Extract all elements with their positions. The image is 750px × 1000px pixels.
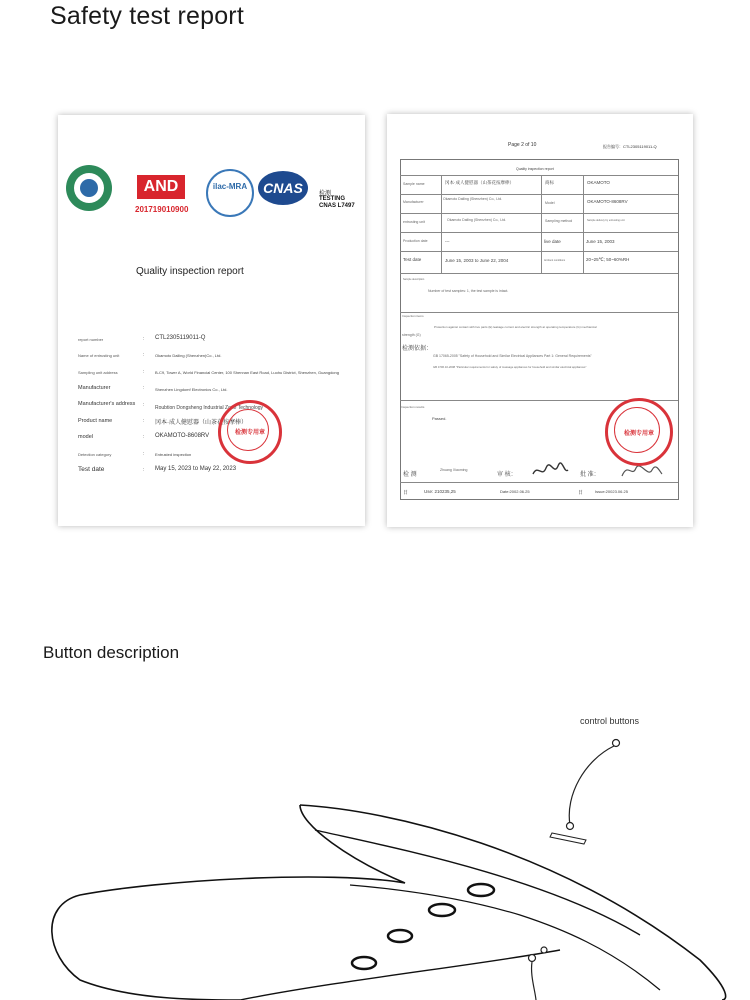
row-label: Test date xyxy=(78,466,105,473)
safety-report-title: Safety test report xyxy=(50,2,244,30)
ilac-logo-label: ilac-MRA xyxy=(212,182,248,191)
cell-label: Sampling method xyxy=(545,219,573,223)
cell-label: strength (G) xyxy=(402,333,421,337)
control-button-icon xyxy=(388,930,412,942)
cell-label: Sample description xyxy=(403,278,425,281)
callout-dot-icon xyxy=(567,823,574,830)
cell-label: Inspection items xyxy=(402,314,424,318)
date-label: 日 xyxy=(403,490,409,496)
cell-value: OKAMOTO xyxy=(587,180,610,185)
cell-label: Sample name xyxy=(403,182,425,186)
row-value: Entrusted inspection xyxy=(155,452,192,457)
control-button-icon xyxy=(429,904,455,916)
reviewer-signature-icon xyxy=(530,460,570,482)
product-outline-icon xyxy=(300,805,726,1000)
cell-label: Manufacturer xyxy=(403,200,424,204)
callout-dot-icon xyxy=(529,955,536,962)
signature-label: 批 准： xyxy=(580,472,600,478)
cell-value: OKAMOTO-8608RV xyxy=(587,199,628,204)
cell-label: Test date xyxy=(403,257,422,262)
cell-label: Ambient conditions xyxy=(544,259,566,262)
cell-value: Okamoto Dailing (Shenzhen) Co., Ltd. xyxy=(443,197,503,201)
cnas-logo-icon: CNAS xyxy=(258,171,308,205)
cell-label: 商标 xyxy=(545,180,554,185)
control-buttons-callout: control buttons xyxy=(580,716,640,726)
cell-value: --- xyxy=(445,239,450,244)
row-label: Product name xyxy=(78,418,113,424)
cell-value: Sample delivery by entrusting unit xyxy=(587,219,625,222)
cell-label: entrusting unit xyxy=(403,220,425,224)
inspector-name: Zhuang Xiaoming xyxy=(440,468,468,472)
cell-value: 冈本·成人健慰器（山茶花按摩棒） xyxy=(445,180,514,185)
cell-label: Inspection results xyxy=(401,405,425,409)
cell-value: Number of test samples: 1, the test sample is intact. xyxy=(428,289,509,293)
use-date: Use: 210235,25 xyxy=(424,489,456,494)
cell-label: Model xyxy=(545,201,555,205)
row-value: 冈本·成人健慰器（山茶花按摩棒） xyxy=(155,420,247,426)
row-label: Manufacturer's address xyxy=(78,401,136,407)
product-diagram xyxy=(0,700,750,1000)
callout-dot-icon xyxy=(613,740,620,747)
and-logo-icon: AND xyxy=(137,175,185,199)
cell-value: June 15, 2003 to June 22, 2004 xyxy=(445,258,509,263)
table-title: Quality inspection report xyxy=(516,167,554,171)
row-label: Name of entrusting unit xyxy=(78,353,120,358)
seal-text: 检测专用章 xyxy=(234,430,265,436)
cell-label: Production date xyxy=(403,239,428,243)
signature-label: 审 核： xyxy=(497,472,517,478)
cell-value: Okamoto Dailing (Shenzhen) Co., Ltd. xyxy=(447,218,507,222)
row-label: Sampling unit address xyxy=(78,370,118,375)
row-label: Manufacturer xyxy=(78,385,111,391)
ilac-logo-icon xyxy=(206,169,254,217)
row-label: report number xyxy=(78,337,104,342)
basis-item: GB 17065-2005 "Safety of Household and Similar Electrical Appliances Part 1: General Requirements" xyxy=(433,354,592,358)
certification-logos xyxy=(66,165,366,220)
cell-label: live date xyxy=(544,239,561,244)
cnas-number: CNAS L7497 xyxy=(319,203,355,209)
issue-date: Issue:20023.06.25 xyxy=(595,489,628,494)
row-value: OKAMOTO-8608RV xyxy=(155,433,210,439)
control-button-icon xyxy=(468,884,494,896)
cnas-testing-label: TESTING xyxy=(319,196,346,202)
seal-text: 检测专用章 xyxy=(623,431,654,437)
cnas-cn-label: 检测 xyxy=(319,191,332,197)
cell-value: June 15, 2003 xyxy=(586,239,615,244)
row-value: B-C9, Tower A, World Financial Center, 100 Shennan East Road, Luohu District, Shenzhen, Guangdong xyxy=(155,370,339,375)
row-value: Okamoto Dailing (Shenzhen)Co., Ltd. xyxy=(155,353,222,358)
row-label: Detection category xyxy=(78,452,112,457)
cell-value: Passed. xyxy=(432,416,447,421)
row-value: Shenzhen Lingdomf Electronics Co., Ltd. xyxy=(155,387,228,392)
and-logo-number: 201719010900 xyxy=(135,205,189,214)
issue-label: 日 xyxy=(578,490,584,496)
row-value: CTL2305119011-Q xyxy=(155,335,206,341)
row-value: May 15, 2023 to May 22, 2023 xyxy=(155,466,237,472)
row-label: model xyxy=(78,434,93,440)
basis-label: 检测依据： xyxy=(402,346,433,352)
row-value: Roubtion Dongsheng Industrial Zone Technology xyxy=(155,405,264,411)
cell-value: 20~25℃; 50~60%RH xyxy=(586,257,630,262)
basis-item: GB 4706.10-2008 "Particular requirements for safety of massage appliances for household and similar electrical appliances" xyxy=(433,365,587,369)
control-button-icon xyxy=(352,957,376,969)
page-number: Page 2 of 10 xyxy=(508,142,537,148)
report-number: 报告编号：CTL2305119011-Q xyxy=(603,144,657,149)
report-heading: Quality inspection report xyxy=(136,266,244,277)
cell-value: Protection against contact with live parts (E) leakage current and electric strength at operating temperature (G) mechanical xyxy=(434,325,597,329)
button-description-title: Button description xyxy=(43,643,180,662)
signature-label: 检 测 xyxy=(403,472,417,478)
date-value: Date:2002.06.25 xyxy=(500,489,530,494)
official-seal-icon xyxy=(605,398,673,466)
official-seal-icon xyxy=(218,400,282,464)
